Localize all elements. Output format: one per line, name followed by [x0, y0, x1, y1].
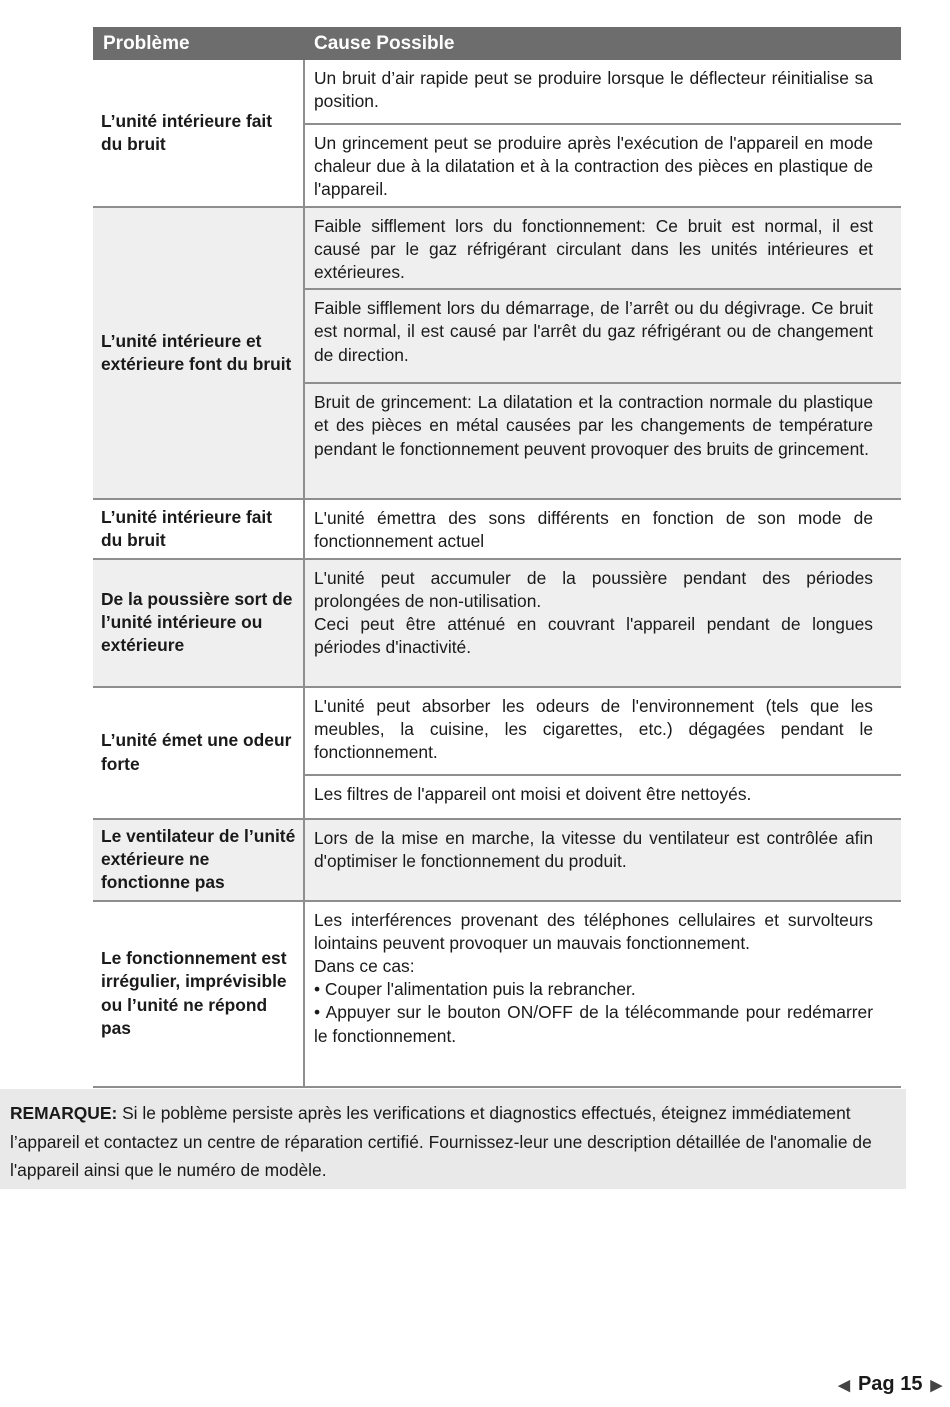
cause-text: Un bruit d’air rapide peut se produire lorsque le déflecteur réinitialise sa position.	[314, 68, 873, 112]
table-body	[93, 60, 901, 1087]
table-row	[93, 559, 901, 687]
cause-cell	[304, 499, 901, 558]
cause-text: Faible sifflement lors du fonctionnement: Ce bruit est normal, il est causé par le gaz réfrigérant circulant dans les unités intérieures et extérieures.	[314, 215, 873, 283]
remark-text: Si le poblème persiste après les verifications et diagnostics effectués, éteignez immédiatement l’appareil et contactez un centre de réparation certifié. Fournissez-leur une description détaillée de l'anomalie de l'appareil ainsi que le numéro de modèle.	[10, 1103, 872, 1180]
cause-line: • Appuyer sur le bouton ON/OFF de la télécommande pour redémarrer le fonctionnement.	[314, 1002, 873, 1046]
cause-cell	[304, 60, 901, 124]
header-problem: Problème	[93, 27, 304, 60]
problem-cell: L’unité émet une odeur forte	[93, 687, 304, 819]
cause-cell	[304, 207, 901, 290]
cause-cell	[304, 559, 901, 687]
remark-label: REMARQUE:	[10, 1103, 118, 1123]
cause-text: Les filtres de l'appareil ont moisi et doivent être nettoyés.	[314, 783, 752, 804]
table-row	[93, 207, 901, 290]
problem-cell: Le fonctionnement est irrégulier, imprévisible ou l’unité ne répond pas	[93, 901, 304, 1087]
cause-cell	[304, 289, 901, 383]
troubleshooting-table	[93, 27, 901, 1088]
problem-cell: L’unité intérieure fait du bruit	[93, 499, 304, 558]
table-row	[93, 819, 901, 901]
cause-text: Bruit de grincement: La dilatation et la contraction normale du plastique et des pièces en métal causées par les changements de température pendant le fonctionnement peuvent provoquer des bruits de grincement.	[314, 392, 873, 459]
table-header-row	[93, 27, 901, 60]
cause-cell	[304, 124, 901, 207]
remark-box	[0, 1089, 906, 1189]
cause-cell	[304, 775, 901, 819]
problem-cell: Le ventilateur de l’unité extérieure ne fonctionne pas	[93, 819, 304, 901]
cause-cell	[304, 383, 901, 499]
cause-line: Ceci peut être atténué en couvrant l'appareil pendant de longues périodes d'inactivité.	[314, 614, 873, 658]
page-number: Pag 15	[857, 1373, 923, 1395]
cause-text: Faible sifflement lors du démarrage, de l’arrêt ou du dégivrage. Ce bruit est normal, il est causé par l'arrêt du gaz réfrigérant ou de changement de direction.	[314, 298, 873, 365]
cause-cell	[304, 687, 901, 775]
page-footer	[838, 1373, 942, 1396]
cause-text: Lors de la mise en marche, la vitesse du ventilateur est contrôlée afin d'optimiser le fonctionnement du produit.	[314, 827, 873, 871]
cause-line: • Couper l'alimentation puis la rebrancher.	[314, 979, 636, 1000]
table-row	[93, 499, 901, 558]
header-cause: Cause Possible	[304, 27, 901, 60]
cause-text: L'unité émettra des sons différents en fonction de son mode de fonctionnement actuel	[314, 508, 873, 552]
problem-cell: L’unité intérieure fait du bruit	[93, 60, 304, 207]
cause-line: Dans ce cas:	[314, 956, 415, 977]
problem-cell: De la poussière sort de l’unité intérieure ou extérieure	[93, 559, 304, 687]
cause-text: Un grincement peut se produire après l'exécution de l'appareil en mode chaleur due à la dilatation et à la contraction des pièces en plastique de l'appareil.	[314, 133, 873, 200]
triangle-left-icon[interactable]: ◀	[838, 1376, 850, 1394]
cause-line: Les interférences provenant des téléphones cellulaires et survolteurs lointains peuvent provoquer un mauvais fonctionnement.	[314, 909, 873, 953]
cause-text: L'unité peut absorber les odeurs de l'environnement (tels que les meubles, la cuisine, les cigarettes, etc.) dégagées pendant le fonctionnement.	[314, 695, 873, 763]
table-row	[93, 687, 901, 775]
cause-line: L'unité peut accumuler de la poussière pendant des périodes prolongées de non-utilisation.	[314, 567, 873, 611]
triangle-right-icon[interactable]: ▶	[930, 1376, 942, 1394]
cause-cell	[304, 901, 901, 1087]
table-row	[93, 901, 901, 1087]
problem-cell: L’unité intérieure et extérieure font du bruit	[93, 207, 304, 500]
table-row	[93, 60, 901, 124]
cause-cell	[304, 819, 901, 901]
